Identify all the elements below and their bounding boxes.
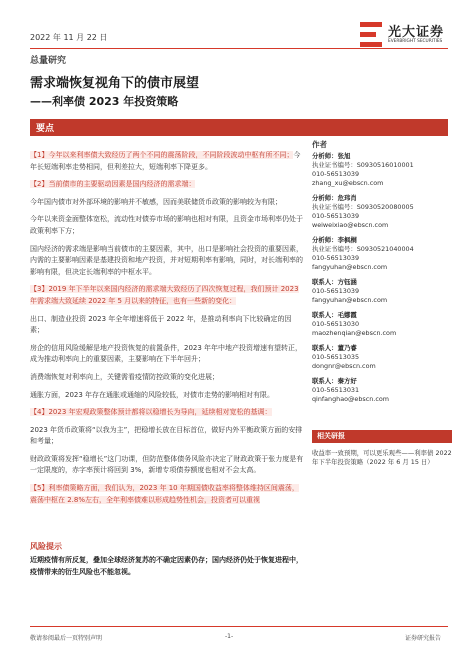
analyst-role: 分析师： (312, 194, 338, 202)
summary-paragraph (30, 483, 304, 506)
analyst-entry (312, 152, 452, 188)
page-number: -1- (225, 633, 234, 640)
logo-subtitle: EVERBRIGHT SECURITIES (388, 39, 443, 44)
logo-name: 光大证券 (388, 25, 445, 40)
summary-highlight: 【3】2019 年下半年以来国内经济的需求端大致经历了四次恢复过程，我们预计 2023 年需求端大致延续 2022 年 5 月以来的特征，也有一些新的变化： (30, 285, 299, 305)
summary-section-label: 要点 (36, 124, 55, 134)
analyst-email[interactable]: maozhenqian@ebscn.com (312, 329, 397, 337)
summary-text: 今年国内债市对外部环境的影响并不敏感，因而美联储货币政策的影响较为有限； (30, 197, 282, 206)
report-date: 2022 年 11 月 22 日 (30, 33, 108, 42)
summary-text: 今年长短端利率走势相同，但利差拉大，短端利率下降更多。 (30, 151, 301, 171)
summary-paragraph (30, 343, 304, 366)
analyst-email[interactable]: dongnr@ebscn.com (312, 362, 376, 370)
analyst-name: 危玮肖 (337, 194, 357, 202)
summary-paragraph (30, 407, 304, 419)
summary-paragraph (30, 390, 304, 402)
analyst-cert: 执业证书编号：S0930520080005 (312, 203, 414, 211)
risk-title: 风险提示 (30, 542, 62, 551)
summary-highlight: 【2】当前债市的主要驱动因素是国内经济的需求端： (30, 180, 196, 189)
analyst-name: 毛娜霞 (337, 311, 357, 319)
analyst-name: 董乃睿 (337, 344, 357, 352)
analyst-name: 方钰涵 (337, 278, 357, 286)
summary-text: 今年以来资金面整体宽松，流动性对债券市场的影响也相对有限，且资金市场利率仍处于政策利率下方； (30, 215, 303, 235)
analyst-entry (312, 377, 452, 404)
summary-paragraph (30, 214, 304, 237)
summary-paragraph (30, 314, 304, 337)
analyst-email[interactable]: weiweixiao@ebscn.com (312, 221, 389, 229)
logo (360, 20, 454, 50)
summary-body (30, 150, 304, 512)
summary-paragraph (30, 454, 304, 477)
analyst-email[interactable]: qinfanghao@ebscn.com (312, 395, 389, 403)
analyst-phone: 010-56513035 (312, 353, 360, 361)
summary-text: 消费端恢复对利率向上，关键需看疫情防控政策的变化进展； (30, 372, 219, 381)
summary-text: 通胀方面，2023 年存在通胀或通缩的风险较低，对债市走势的影响相对有限。 (30, 390, 275, 399)
analyst-phone: 010-56513031 (312, 386, 360, 394)
header-divider (30, 48, 448, 49)
summary-paragraph (30, 284, 304, 307)
analyst-email[interactable]: fangyuhan@ebscn.com (312, 263, 388, 271)
analyst-cert: 执业证书编号：S0930516010001 (312, 161, 414, 169)
summary-text: 房企的信用风险缓解是地产投资恢复的前置条件，2023 年年中地产投资增速有望转正，成为推动利率向上的重要因素，主要影响在下半年回升； (30, 343, 303, 364)
analyst-cert: 执业证书编号：S0930521040004 (312, 245, 414, 253)
analyst-entry (312, 278, 452, 305)
summary-text: 2023 年货币政策将“以我为主”，把稳增长放在目标首位，做好内外平衡政策方面的安排和考量； (30, 425, 303, 446)
analyst-phone: 010-56513039 (312, 170, 360, 178)
summary-text: 出口、制造业投资 2023 年全年增速将低于 2022 年，是推动利率向下比较确定的因素； (30, 314, 292, 335)
summary-paragraph (30, 179, 304, 191)
analyst-list (312, 152, 452, 404)
summary-highlight: 【1】今年以来利率债大致经历了两个不同的震荡阶段，不同阶段波动中枢有所不同； (30, 151, 294, 159)
analyst-role: 联系人： (312, 344, 338, 352)
summary-text: 国内经济的需求端是影响当前债市的主要因素，其中，出口是影响社会投资的重要因素，内需的主要影响因素是基建投资和地产投资，并对短期利率有影响，同时，对长端利率的影响有限，但决定长端利率的中枢水平。 (30, 244, 303, 276)
analyst-entry (312, 236, 452, 272)
report-title: 需求端恢复视角下的债市展望 (30, 76, 200, 91)
summary-section-bar (30, 119, 448, 136)
summary-paragraph (30, 372, 304, 384)
analyst-phone: 010-56513030 (312, 320, 360, 328)
footer-report-type: 证券研究报告 (405, 635, 442, 642)
analyst-email[interactable]: fangyuhan@ebscn.com (312, 296, 388, 304)
analyst-entry (312, 194, 452, 230)
report-subtitle: ——利率债 2023 年投资策略 (30, 95, 179, 108)
summary-highlight: 【4】2023 年宏观政策整体预计都将以稳增长为导向，延续相对宽松的基调： (30, 408, 272, 417)
footer-divider (30, 626, 448, 627)
logo-icon (360, 22, 382, 48)
analyst-entry (312, 311, 452, 338)
authors-label: 作者 (312, 140, 327, 149)
summary-paragraph (30, 150, 304, 173)
analyst-name: 李枫桐 (337, 236, 357, 244)
analyst-phone: 010-56513039 (312, 254, 360, 262)
analyst-name: 张旭 (337, 152, 351, 160)
risk-text: 近期疫情有所反复，叠加全球经济复苏的不确定因素仍存；国内经济仍处于恢复进程中，疫情带来的衍生风险也不能忽视。 (30, 556, 303, 576)
analyst-name: 秦方好 (337, 377, 357, 385)
analyst-role: 分析师： (312, 236, 338, 244)
analyst-role: 联系人： (312, 311, 338, 319)
analyst-role: 联系人： (312, 377, 338, 385)
analyst-phone: 010-56513039 (312, 287, 360, 295)
summary-text: 财政政策将发挥“稳增长”这门功课，但防范整体债务风险亦决定了财政政策于张力度是有一定限度的，赤字率预计将回到 3%，新增专项债券额度也相对不会太高。 (30, 454, 304, 475)
analyst-role: 联系人： (312, 278, 338, 286)
analyst-entry (312, 344, 452, 371)
author-sidebar (312, 140, 452, 410)
analyst-role: 分析师： (312, 152, 338, 160)
summary-paragraph (30, 425, 304, 448)
footer-disclaimer: 敬请参阅最后一页特别声明 (30, 635, 103, 642)
analyst-email[interactable]: zhang_xu@ebscn.com (312, 179, 384, 187)
summary-paragraph (30, 197, 304, 209)
analyst-phone: 010-56513039 (312, 212, 360, 220)
summary-highlight: 【5】利率债策略方面，我们认为，2023 年 10 年期国债收益率将整体维持区间震荡，震荡中枢在 2.8%左右，全年利率债难以形成趋势性机会，投资者可以重视 (30, 484, 299, 504)
related-section-label: 相关研报 (317, 432, 345, 440)
summary-paragraph (30, 244, 304, 279)
report-category: 总量研究 (30, 56, 67, 66)
related-report-link[interactable]: 收益率一致预期，可以更乐观些——利率债 2022 年下半年投资策略（2022 年 6 月 15 日） (312, 449, 452, 466)
